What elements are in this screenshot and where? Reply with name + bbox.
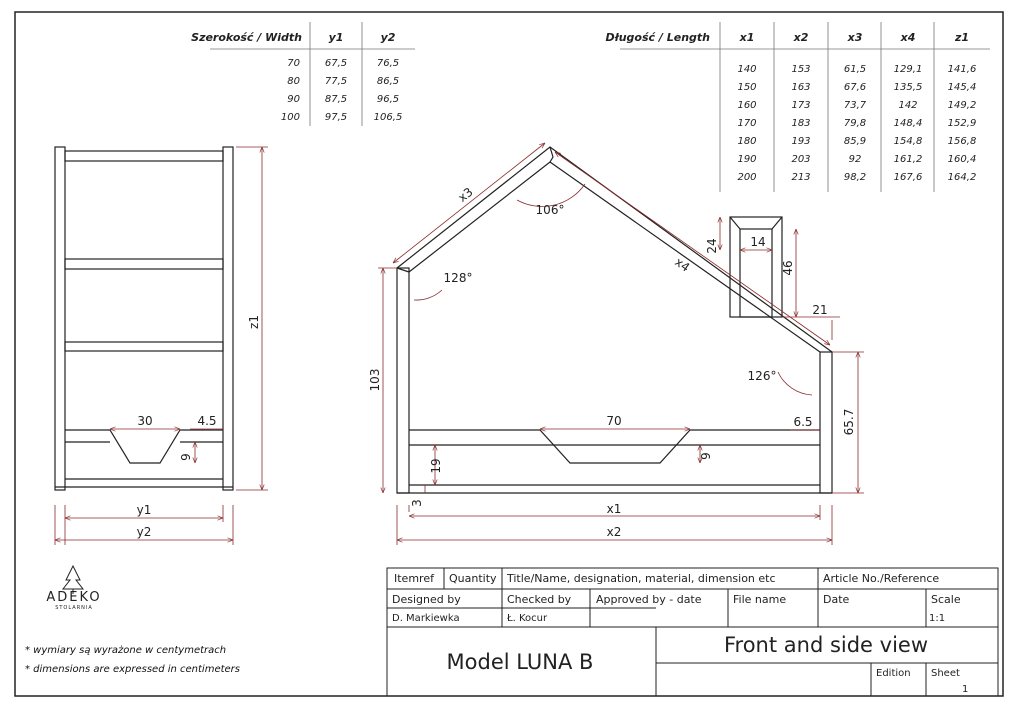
length-table-header-2: x2 (793, 31, 809, 44)
length-table-cell: 203 (791, 154, 811, 165)
tb-itemref: Itemref (394, 572, 434, 585)
length-table-cell: 67,6 (843, 82, 867, 93)
length-table-cell: 141,6 (947, 64, 977, 75)
dim-46: 46 (781, 260, 795, 276)
dim-19: 19 (429, 458, 443, 474)
length-table-header-3: x3 (847, 31, 863, 44)
length-table-cell: 154,8 (893, 136, 923, 147)
dim-30: 30 (137, 414, 153, 428)
width-table-cell: 70 (287, 58, 300, 69)
width-table-cell: 76,5 (376, 58, 400, 69)
width-table-cell: 100 (280, 112, 300, 123)
length-table-cell: 129,1 (893, 64, 923, 75)
tb-quantity: Quantity (449, 572, 497, 585)
dim-z1: z1 (247, 315, 261, 329)
length-table-cell: 213 (791, 172, 811, 183)
width-table-cell: 90 (287, 94, 300, 105)
dim-angle-128: 128° (443, 271, 473, 285)
dim-y1: y1 (136, 503, 152, 517)
width-table-cell: 67,5 (324, 58, 348, 69)
length-table-cell: 148,4 (893, 118, 923, 129)
length-table-cell: 145,4 (947, 82, 977, 93)
length-table-cell: 153 (791, 64, 811, 75)
length-table-cell: 164,2 (947, 172, 977, 183)
tb-scale-value: 1:1 (929, 613, 946, 624)
dim-y2: y2 (136, 525, 152, 539)
width-table (191, 22, 415, 126)
length-table-cell: 167,6 (893, 172, 923, 183)
width-table-rows (281, 58, 402, 123)
length-table-cell: 142 (898, 100, 918, 111)
length-table-cell: 98,2 (843, 172, 867, 183)
tb-checked-by: Checked by (507, 593, 572, 606)
tb-sheet: Sheet (931, 668, 960, 679)
length-table-cell: 149,2 (947, 100, 977, 111)
tb-designed-by: Designed by (392, 593, 461, 606)
dim-angle-106: 106° (535, 203, 565, 217)
length-table-cell: 73,7 (843, 100, 867, 111)
tb-file-name: File name (733, 593, 787, 606)
length-table-rows (737, 64, 976, 183)
length-table-header-4: x4 (900, 31, 916, 44)
dim-9-side: 9 (179, 453, 193, 461)
length-table-cell: 150 (737, 82, 757, 93)
length-table-cell: 173 (791, 100, 811, 111)
length-table-cell: 79,8 (843, 118, 867, 129)
tb-title-name: Title/Name, designation, material, dimension etc (507, 572, 776, 585)
tb-date: Date (823, 593, 850, 606)
tb-designer: D. Markiewka (392, 613, 460, 624)
dim-24: 24 (705, 238, 719, 254)
width-table-cell: 87,5 (324, 94, 348, 105)
width-table-header-0: Szerokość / Width (191, 31, 302, 44)
width-table-header-1: y1 (328, 31, 344, 44)
length-table-cell: 140 (737, 64, 757, 75)
length-table-cell: 163 (791, 82, 811, 93)
length-table-header-0: Długość / Length (605, 31, 710, 44)
length-table-header-5: z1 (954, 31, 970, 44)
length-table-cell: 156,8 (947, 136, 977, 147)
dim-x3: x3 (455, 184, 476, 205)
length-table-cell: 193 (791, 136, 811, 147)
length-table-cell: 161,2 (893, 154, 923, 165)
width-table-cell: 77,5 (324, 76, 348, 87)
length-table-cell: 160,4 (947, 154, 977, 165)
dim-x1: x1 (606, 502, 622, 516)
length-table-cell: 190 (737, 154, 757, 165)
dim-x2: x2 (606, 525, 622, 539)
length-table-cell: 135,5 (893, 82, 923, 93)
dim-3: 3 (410, 499, 424, 507)
width-table-cell: 86,5 (376, 76, 400, 87)
length-table-cell: 61,5 (843, 64, 867, 75)
length-table-cell: 183 (791, 118, 811, 129)
length-table-cell: 85,9 (843, 136, 867, 147)
width-table-cell: 97,5 (324, 112, 348, 123)
length-table-cell: 170 (737, 118, 757, 129)
width-table-cell: 80 (287, 76, 300, 87)
length-table-cell: 200 (737, 172, 757, 183)
tb-article: Article No./Reference (823, 572, 940, 585)
tb-approved: Approved by - date (596, 593, 702, 606)
tb-sheet-value: 1 (962, 684, 969, 695)
tb-scale: Scale (931, 593, 961, 606)
length-table-cell: 152,9 (947, 118, 977, 129)
length-table-cell: 92 (848, 154, 862, 165)
dim-angle-126: 126° (747, 369, 777, 383)
length-table-header-1: x1 (739, 31, 755, 44)
dim-14: 14 (750, 235, 766, 249)
dim-9-front: 9 (699, 452, 713, 460)
width-table-header-2: y2 (380, 31, 396, 44)
length-table-cell: 160 (737, 100, 757, 111)
tree-icon (63, 566, 83, 589)
length-table (605, 22, 990, 192)
logo-subtitle: STOLARNIA (55, 605, 93, 611)
side-view-dimensions (55, 147, 268, 545)
dim-103: 103 (368, 368, 382, 392)
dim-21: 21 (812, 303, 828, 317)
logo-name: ADEKO (46, 590, 102, 605)
tb-model: Model LUNA B (446, 650, 594, 674)
length-table-cell: 180 (737, 136, 757, 147)
note-polish: * wymiary są wyrażone w centymetrach (25, 645, 227, 656)
note-english: * dimensions are expressed in centimeters (25, 664, 240, 675)
width-table-cell: 106,5 (373, 112, 403, 123)
dim-x4: x4 (672, 254, 693, 275)
dim-4-5: 4.5 (197, 414, 217, 428)
dim-65-7: 65.7 (842, 408, 856, 436)
dim-6-5: 6.5 (793, 415, 813, 429)
width-table-cell: 96,5 (376, 94, 400, 105)
side-view (55, 147, 233, 490)
tb-view: Front and side view (723, 633, 929, 657)
dim-70: 70 (606, 414, 622, 428)
tb-checker: Ł. Kocur (507, 613, 548, 624)
tb-edition: Edition (876, 668, 911, 679)
